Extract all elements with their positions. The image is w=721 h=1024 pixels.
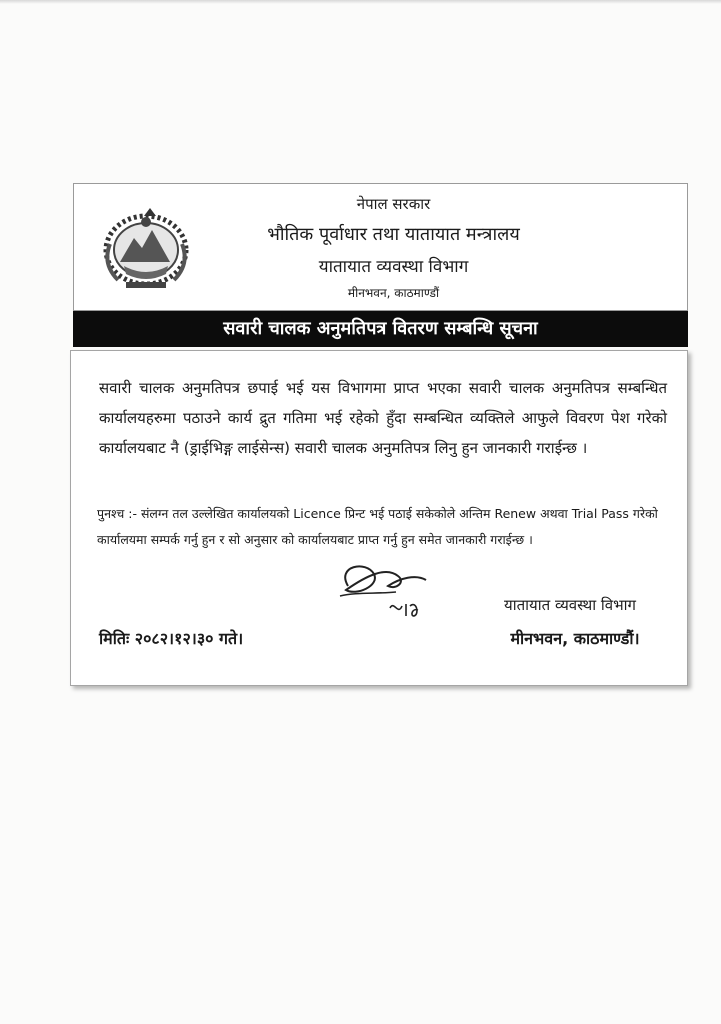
signatory-department: यातायात व्यवस्था विभाग (504, 596, 636, 614)
notice-content-box (70, 350, 688, 686)
handwritten-signature-icon (326, 556, 446, 626)
notice-title: सवारी चालक अनुमतिपत्र वितरण सम्बन्धि सूचना (73, 311, 688, 347)
postscript-text: संलग्न तल उल्लेखित कार्यालयको Licence प्रिन्ट भई पठाई सकेकोले अन्तिम Renew अथवा Trial Pass गरेको कार्यालयमा सम्पर्क गर्नु हुन र सो अनुसार को कार्यालयबाट प्राप्त गर्नु हुन समेत जानकारी गराईन्छ । (97, 506, 658, 547)
ministry-name: भौतिक पूर्वाधार तथा यातायात मन्त्रालय (267, 224, 520, 245)
scan-edge (0, 0, 721, 4)
postscript-label: पुनश्च :- (97, 506, 137, 521)
letterhead (73, 183, 688, 311)
signatory-address: मीनभवन, काठमाण्डौं। (510, 629, 640, 648)
notice-date: मितिः २०८२।१२।३० गते। (99, 629, 244, 648)
office-address: मीनभवन, काठमाण्डौं (347, 286, 440, 300)
postscript (97, 501, 667, 553)
department-name: यातायात व्यवस्था विभाग (318, 257, 469, 277)
government-name: नेपाल सरकार (356, 195, 431, 213)
nepal-government-emblem-icon (100, 204, 192, 292)
notice-body: सवारी चालक अनुमतिपत्र छपाई भई यस विभागमा प्राप्त भएका सवारी चालक अनुमतिपत्र सम्बन्धित कार्यालयहरुमा पठाउने कार्य द्रुत गतिमा भई रहेको हुँदा सम्बन्धित व्यक्तिले आफुले विवरण पेश गरेको कार्यालयबाट नै (ड्राईभिङ्ग लाईसेन्स) सवारी चालक अनुमतिपत्र लिनु हुन जानकारी गराईन्छ । (99, 379, 667, 457)
